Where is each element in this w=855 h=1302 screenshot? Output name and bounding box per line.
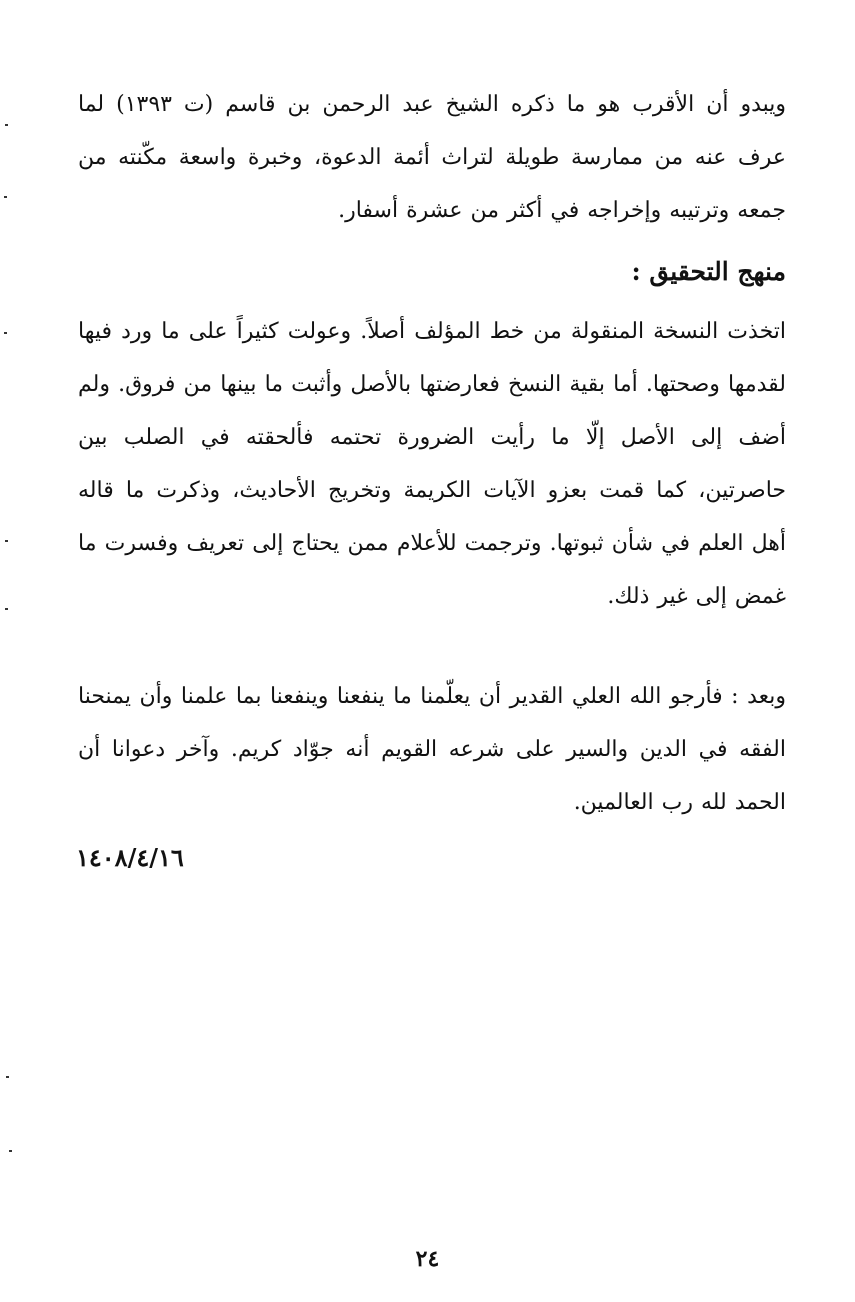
paragraph-method: اتخذت النسخة المنقولة من خط المؤلف أصلاً. وعولت كثيراً على ما ورد فيها لقدمها وصحتها. أما بقية النسخ فعارضتها بالأصل وأثبت ما بينها من فروق. ولم أضف إلى الأصل إلّا ما رأيت الضرورة تحتمه فألحقته في الصلب بين حاصرتين، كما قمت بعزو الآيات الكريمة وتخريج الأحاديث، وذكرت ما قاله أهل العلم في شأن ثبوتها. وترجمت للأعلام ممن يحتاج إلى تعريف وفسرت ما غمض إلى غير ذلك. [78, 319, 786, 609]
scan-mark [9, 1150, 12, 1152]
scan-mark [5, 608, 8, 610]
page-number: ٢٤ [415, 1246, 440, 1272]
scan-mark [4, 332, 7, 334]
section-heading: منهج التحقيق : [631, 257, 786, 286]
scan-mark [4, 196, 7, 198]
date-line: ١٤٠٨/٤/١٦ [76, 843, 184, 872]
scan-mark [6, 1076, 9, 1078]
paragraph-closing: وبعد : فأرجو الله العلي القدير أن يعلّمنا ما ينفعنا وينفعنا بما علمنا وأن يمنحنا الفقه في الدين والسير على شرعه القويم أنه جوّاد كريم. وآخر دعوانا أن الحمد لله رب العالمين. [78, 684, 786, 815]
paragraph-intro: ويبدو أن الأقرب هو ما ذكره الشيخ عبد الرحمن بن قاسم (ت ١٣٩٣) لما عرف عنه من ممارسة طويلة لتراث أئمة الدعوة، وخبرة واسعة مكّنته من جمعه وترتيبه وإخراجه في أكثر من عشرة أسفار. [78, 92, 786, 223]
scan-mark [5, 540, 8, 542]
scan-mark [5, 124, 8, 126]
